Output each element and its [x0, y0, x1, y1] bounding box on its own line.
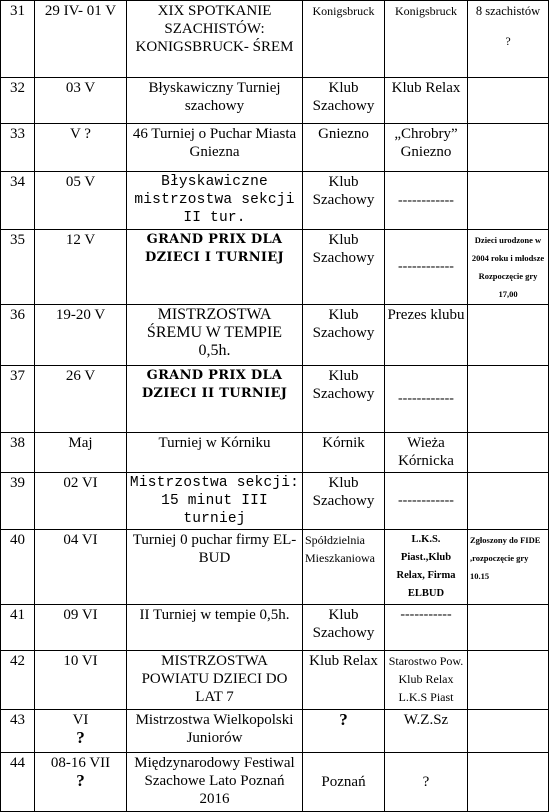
event-place: Gniezno [303, 124, 385, 172]
event-date: 03 V [35, 78, 127, 124]
row-number: 38 [1, 433, 35, 473]
event-organizer: ? [385, 753, 468, 812]
event-date: 26 V [35, 366, 127, 433]
table-row [1, 230, 549, 305]
event-notes [468, 78, 549, 124]
event-place: Klub Szachowy [303, 172, 385, 230]
table-row [1, 78, 549, 124]
row-number: 44 [1, 753, 35, 812]
event-notes [468, 605, 549, 651]
event-date-question: ? [76, 728, 85, 747]
event-title: XIX SPOTKANIE SZACHISTÓW: KONIGSBRUCK- ŚREM [127, 1, 303, 78]
table-row [1, 124, 549, 172]
event-notes [468, 124, 549, 172]
event-title: MISTRZOSTWA POWIATU DZIECI DO LAT 7 [127, 651, 303, 710]
event-place: Klub Szachowy [303, 305, 385, 366]
event-notes [468, 710, 549, 753]
table-row [1, 605, 549, 651]
event-notes: Zgłoszony do FIDE ,rozpoczęcie gry 10.15 [468, 530, 549, 605]
event-organizer: ------------ [385, 473, 468, 530]
event-organizer: ------------ [385, 366, 468, 433]
table-row [1, 172, 549, 230]
event-title: 46 Turniej o Puchar Miasta Gniezna [127, 124, 303, 172]
event-notes [468, 651, 549, 710]
event-title: Błyskawiczny Turniej szachowy [127, 78, 303, 124]
event-date: 09 VI [35, 605, 127, 651]
event-notes [468, 305, 549, 366]
event-organizer: Konigsbruck [385, 1, 468, 78]
event-organizer: Prezes klubu [385, 305, 468, 366]
event-date: 05 V [35, 172, 127, 230]
table-row [1, 530, 549, 605]
row-number: 41 [1, 605, 35, 651]
event-organizer: ------------ [385, 172, 468, 230]
event-place: Spółdzielnia Mieszkaniowa [303, 530, 385, 605]
event-title: Mistrzostwa sekcji: 15 minut III turniej [127, 473, 303, 530]
event-notes [468, 753, 549, 812]
row-number: 36 [1, 305, 35, 366]
row-number: 34 [1, 172, 35, 230]
row-number: 39 [1, 473, 35, 530]
event-place: Klub Szachowy [303, 366, 385, 433]
row-number: 32 [1, 78, 35, 124]
event-title: GRAND PRIX DLA DZIECI I TURNIEJ [127, 230, 303, 305]
notes-text: 8 szachistów [475, 4, 541, 18]
table-row [1, 753, 549, 812]
event-title: Turniej 0 puchar firmy EL-BUD [127, 530, 303, 605]
event-organizer: ------------ [385, 230, 468, 305]
event-notes [468, 433, 549, 473]
row-number: 31 [1, 1, 35, 78]
table-row [1, 710, 549, 753]
event-date: 19-20 V [35, 305, 127, 366]
event-place: ? [303, 710, 385, 753]
event-organizer: Wieża Kórnicka [385, 433, 468, 473]
table-row [1, 305, 549, 366]
event-place: Klub Szachowy [303, 78, 385, 124]
event-date: V ? [35, 124, 127, 172]
event-date: 02 VI [35, 473, 127, 530]
event-organizer: Klub Relax [385, 78, 468, 124]
row-number: 37 [1, 366, 35, 433]
event-organizer: „Chrobry” Gniezno [385, 124, 468, 172]
event-place: Klub Relax [303, 651, 385, 710]
table-row [1, 433, 549, 473]
event-date: 04 VI [35, 530, 127, 605]
event-title: Turniej w Kórniku [127, 433, 303, 473]
event-title: Mistrzostwa Wielkopolski Juniorów [127, 710, 303, 753]
event-notes [468, 473, 549, 530]
event-organizer: W.Z.Sz [385, 710, 468, 753]
event-title: Międzynarodowy Festiwal Szachowe Lato Poznań 2016 [127, 753, 303, 812]
row-number: 43 [1, 710, 35, 753]
event-organizer: Starostwo Pow. Klub Relax L.K.S Piast [385, 651, 468, 710]
event-title: MISTRZOSTWA ŚREMU W TEMPIE 0,5h. [127, 305, 303, 366]
event-date: 10 VI [35, 651, 127, 710]
row-number: 35 [1, 230, 35, 305]
event-date [35, 753, 127, 812]
event-notes [468, 172, 549, 230]
event-place: Klub Szachowy [303, 473, 385, 530]
event-notes: Dzieci urodzone w 2004 roku i młodsze Rozpoczęcie gry 17,00 [468, 230, 549, 305]
event-place: Kórnik [303, 433, 385, 473]
event-date: 29 IV- 01 V [35, 1, 127, 78]
event-place: Poznań [303, 753, 385, 812]
table-row [1, 1, 549, 78]
event-date: Maj [35, 433, 127, 473]
event-date-text: VI [72, 712, 89, 728]
event-date [35, 710, 127, 753]
notes-question: ? [505, 34, 511, 48]
table-row [1, 651, 549, 710]
event-place: Klub Szachowy [303, 605, 385, 651]
event-title: Błyskawiczne mistrzostwa sekcji II tur. [127, 172, 303, 230]
event-notes [468, 1, 549, 78]
event-place: Klub Szachowy [303, 230, 385, 305]
event-date-question: ? [76, 771, 85, 790]
row-number: 40 [1, 530, 35, 605]
table-row [1, 473, 549, 530]
row-number: 42 [1, 651, 35, 710]
event-organizer: ----------- [385, 605, 468, 651]
event-date-text: 08-16 VII [50, 755, 111, 771]
row-number: 33 [1, 124, 35, 172]
event-date: 12 V [35, 230, 127, 305]
table-row [1, 366, 549, 433]
event-place: Konigsbruck [303, 1, 385, 78]
event-organizer: L.K.S. Piast.,Klub Relax, Firma ELBUD [385, 530, 468, 605]
event-title: GRAND PRIX DLA DZIECI II TURNIEJ [127, 366, 303, 433]
event-title: II Turniej w tempie 0,5h. [127, 605, 303, 651]
event-notes [468, 366, 549, 433]
